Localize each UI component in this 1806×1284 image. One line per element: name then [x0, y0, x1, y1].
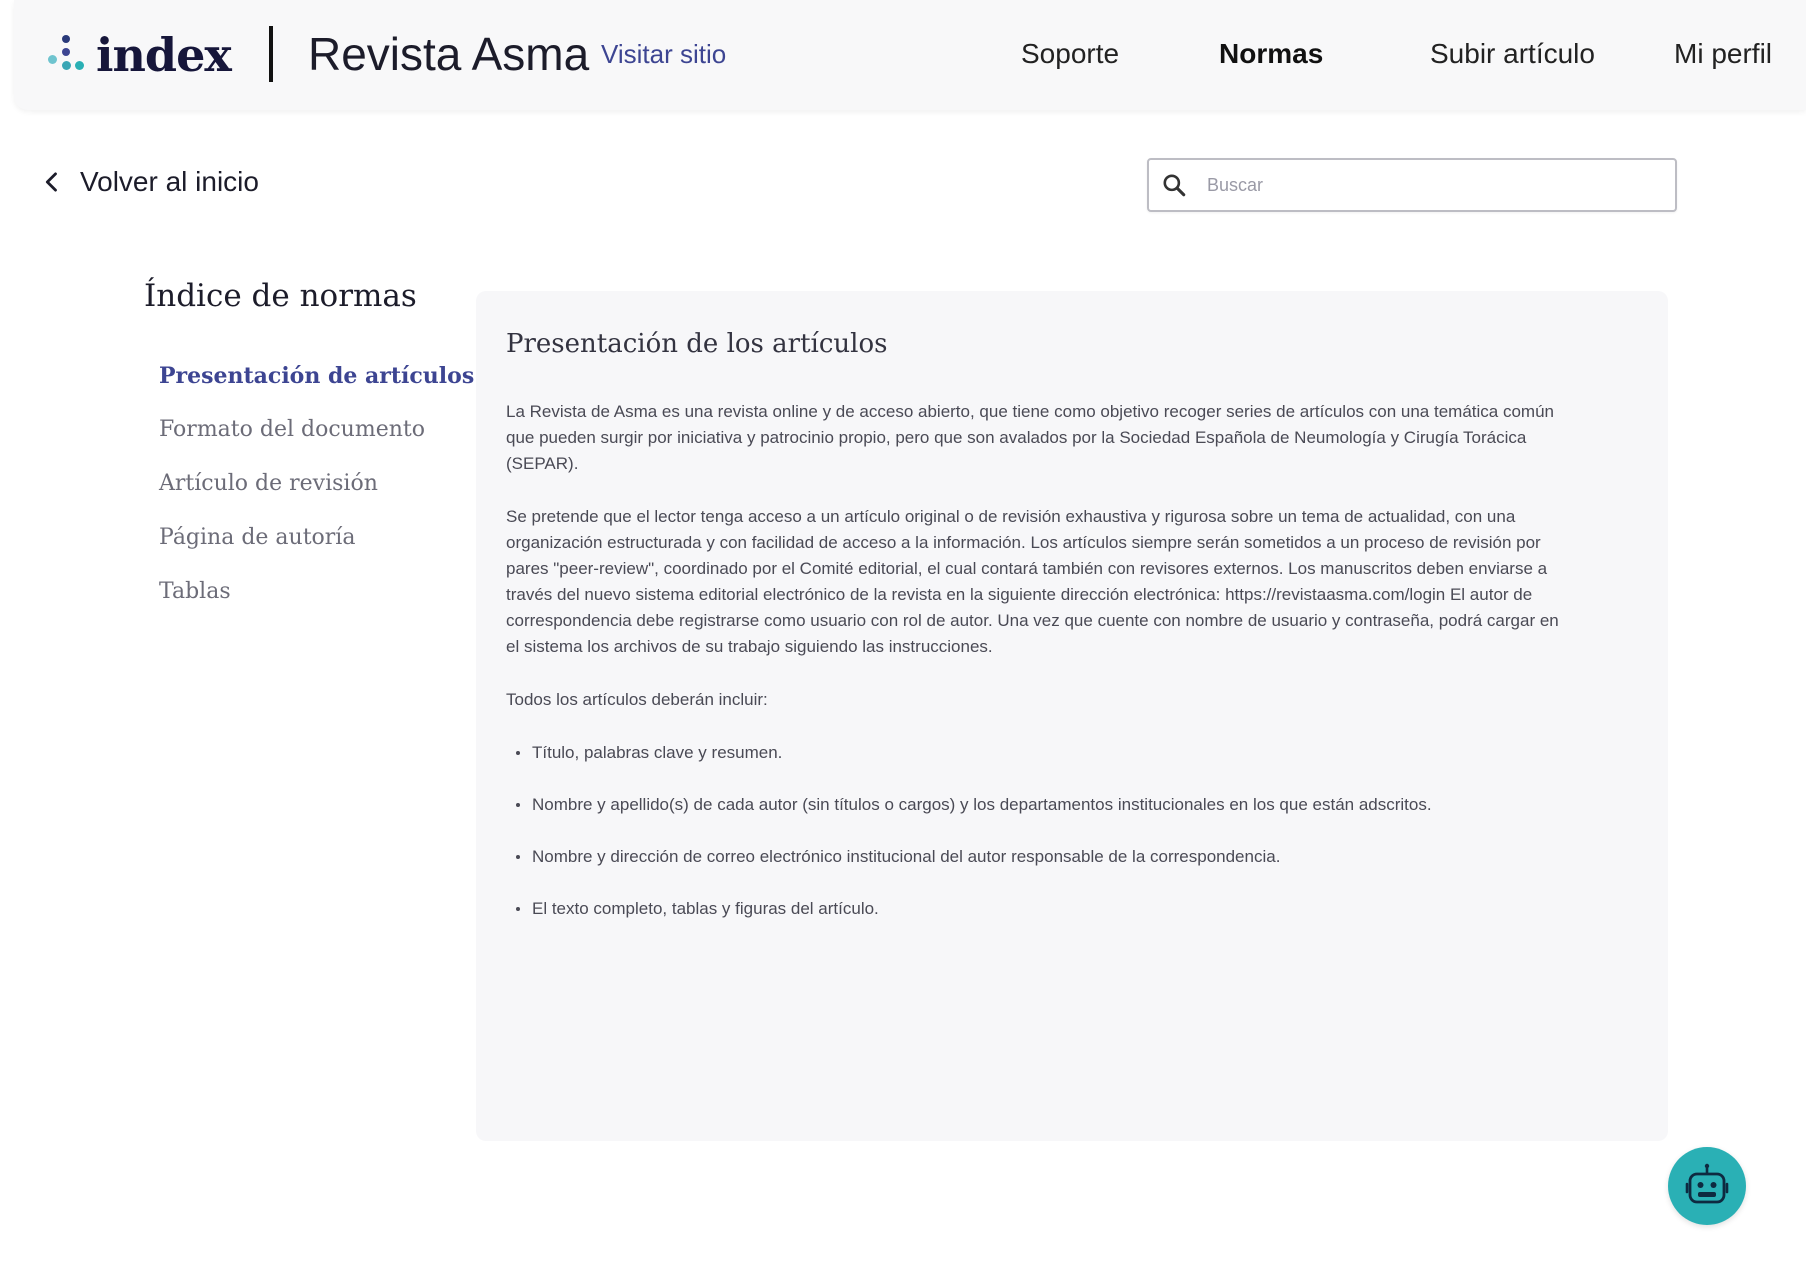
paragraph: Se pretende que el lector tenga acceso a un artículo original o de revisión exhaustiva y rigurosa sobre un tema de actualidad, con una organización estructurada y con facilidad de acceso a la información. Los artículos siempre serán sometidos a un proceso de revisión por pares "peer-review", coordinado por el Comité editorial, el cual contará también con revisores externos. Los manuscritos deben enviarse a través del nuevo sistema editorial electrónico de la revista en la siguiente dirección electrónica: https://revistaasma.com/login El autor de correspondencia debe registrarse como usuario con rol de autor. Una vez que cuente con nombre de usuario y contraseña, podrá cargar en el sistema los archivos de su trabajo siguiendo las instrucciones. — [506, 507, 1559, 656]
index-item-tables[interactable]: Tablas — [159, 579, 231, 604]
paragraph: La Revista de Asma es una revista online y de acceso abierto, que tiene como objetivo recoger series de artículos con una temática común que pueden surgir por iniciativa y patrocinio propio, pero que son avalados por la Sociedad Española de Neumología y Cirugía Torácica (SEPAR). — [506, 402, 1554, 473]
index-item-article-presentation[interactable]: Presentación de artículos — [159, 363, 475, 389]
assistant-chat-button[interactable] — [1668, 1147, 1746, 1225]
robot-icon — [1683, 1162, 1731, 1210]
index-item-authorship-page[interactable]: Página de autoría — [159, 525, 356, 550]
nav-item-rules[interactable]: Normas — [1219, 38, 1324, 69]
section-title: Presentación de los artículos — [506, 329, 888, 359]
search-box — [1147, 158, 1677, 212]
top-navigation-bar — [14, 0, 1806, 110]
header-divider — [269, 26, 273, 82]
list-item: El texto completo, tablas y figuras del artículo. — [516, 896, 1566, 922]
list-item: Título, palabras clave y resumen. — [516, 740, 1566, 766]
index-logo[interactable] — [44, 20, 231, 90]
nav-item-support[interactable]: Soporte — [1021, 38, 1120, 69]
back-link-label: Volver al inicio — [80, 166, 259, 197]
logo-text: index — [96, 28, 231, 82]
nav-item-upload-article[interactable]: Subir artículo — [1430, 38, 1595, 69]
search-input[interactable] — [1205, 174, 1649, 197]
list-item: Nombre y dirección de correo electrónico institucional del autor responsable de la correspondencia. — [516, 844, 1566, 870]
index-item-review-article[interactable]: Artículo de revisión — [159, 471, 378, 496]
logo-dots-icon — [44, 33, 88, 77]
paragraph: Todos los artículos deberán incluir: — [506, 690, 768, 709]
index-item-document-format[interactable]: Formato del documento — [159, 417, 425, 442]
nav-item-my-profile[interactable]: Mi perfil — [1674, 38, 1773, 69]
visit-site-link[interactable]: Visitar sitio — [601, 39, 727, 69]
content-card — [476, 291, 1668, 1141]
section-body — [506, 399, 1566, 948]
list-item: Nombre y apellido(s) de cada autor (sin títulos o cargos) y los departamentos institucionales en los que están adscritos. — [516, 792, 1566, 818]
chevron-left-icon — [38, 168, 66, 196]
requirements-list — [506, 740, 1566, 922]
journal-name: Revista Asma — [308, 28, 590, 80]
rules-index-list — [159, 358, 474, 628]
search-icon — [1161, 172, 1187, 198]
back-to-home-link[interactable] — [38, 166, 259, 198]
rules-index-title: Índice de normas — [144, 278, 417, 314]
